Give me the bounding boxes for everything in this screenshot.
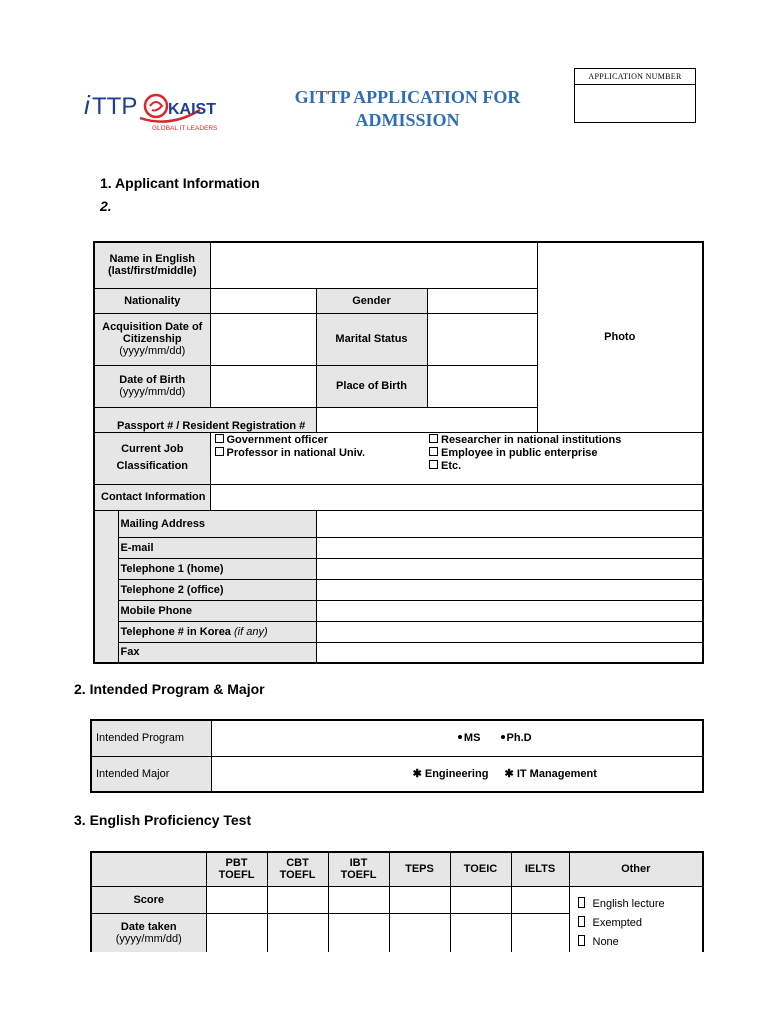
test-header-cbt: CBT TOEFL <box>267 852 328 886</box>
score-teps[interactable] <box>389 886 450 913</box>
form-title <box>250 86 565 132</box>
fax-field[interactable] <box>316 642 703 663</box>
mobile-phone-field[interactable] <box>316 600 703 621</box>
job-option-government[interactable]: Government officer <box>215 434 424 447</box>
telephone-home-field[interactable] <box>316 558 703 579</box>
photo-box[interactable]: Photo <box>537 242 703 432</box>
telephone-korea-label: Telephone # in Korea (if any) <box>118 621 316 642</box>
job-options-left <box>210 432 427 484</box>
dob-field[interactable] <box>210 365 316 407</box>
checkbox-icon <box>429 434 438 443</box>
major-option-engineering[interactable]: ✱ Engineering <box>412 768 489 781</box>
application-number-box <box>574 68 696 123</box>
test-header-ibt: IBT TOEFL <box>328 852 389 886</box>
mailing-address-label: Mailing Address <box>118 510 316 537</box>
telephone-korea-field[interactable] <box>316 621 703 642</box>
job-option-professor[interactable]: Professor in national Univ. <box>215 447 424 460</box>
checkbox-icon <box>215 434 224 443</box>
email-label: E-mail <box>118 537 316 558</box>
contact-indent <box>94 510 118 663</box>
title-line-2: ADMISSION <box>355 110 460 130</box>
contact-info-field <box>210 484 703 510</box>
test-header-ielts: IELTS <box>511 852 569 886</box>
bullet-icon <box>501 735 505 739</box>
nationality-field[interactable] <box>210 288 316 313</box>
intended-program-label: Intended Program <box>91 720 211 756</box>
score-label: Score <box>91 886 206 913</box>
score-pbt[interactable] <box>206 886 267 913</box>
fax-label: Fax <box>118 642 316 663</box>
applicant-info-table <box>93 241 704 664</box>
marital-status-label: Marital Status <box>316 313 427 365</box>
place-of-birth-field[interactable] <box>427 365 537 407</box>
telephone-office-field[interactable] <box>316 579 703 600</box>
checkbox-icon <box>578 916 585 927</box>
bullet-icon <box>458 735 462 739</box>
job-option-etc[interactable]: Etc. <box>429 460 698 473</box>
passport-label: Passport # / Resident Registration # <box>94 407 316 432</box>
section1-heading: 1. Applicant Information <box>100 175 260 191</box>
job-option-researcher[interactable]: Researcher in national institutions <box>429 434 698 447</box>
score-ibt[interactable] <box>328 886 389 913</box>
svg-text:TTP: TTP <box>92 93 138 120</box>
major-option-it-management[interactable]: ✱ IT Management <box>504 768 597 781</box>
marital-status-field[interactable] <box>427 313 537 365</box>
english-test-table <box>90 851 704 952</box>
citizenship-date-field[interactable] <box>210 313 316 365</box>
intended-program-table <box>90 719 704 793</box>
asterisk-icon: ✱ <box>504 768 514 781</box>
title-line-1: GITTP APPLICATION FOR <box>294 87 521 107</box>
svg-text:KAIST: KAIST <box>168 101 216 118</box>
program-option-ms[interactable]: MS <box>458 732 481 744</box>
name-field[interactable] <box>210 242 537 288</box>
gender-label: Gender <box>316 288 427 313</box>
contact-info-label: Contact Information <box>94 484 210 510</box>
place-of-birth-label: Place of Birth <box>316 365 427 407</box>
mobile-phone-label: Mobile Phone <box>118 600 316 621</box>
date-ielts[interactable] <box>511 913 569 951</box>
checkbox-icon <box>429 460 438 469</box>
job-options-right <box>427 432 703 484</box>
test-header-blank <box>91 852 206 886</box>
passport-field[interactable] <box>316 407 537 432</box>
other-option-exempted[interactable]: Exempted <box>578 914 699 933</box>
other-option-english-lecture[interactable]: English lecture <box>578 895 699 914</box>
program-option-phd[interactable]: Ph.D <box>501 732 532 744</box>
date-toeic[interactable] <box>450 913 511 951</box>
score-cbt[interactable] <box>267 886 328 913</box>
section3-heading: 3. English Proficiency Test <box>74 812 252 828</box>
test-header-toeic: TOEIC <box>450 852 511 886</box>
other-options <box>569 886 703 952</box>
date-teps[interactable] <box>389 913 450 951</box>
other-option-none[interactable]: None <box>578 933 699 952</box>
checkbox-icon <box>429 447 438 456</box>
date-pbt[interactable] <box>206 913 267 951</box>
date-cbt[interactable] <box>267 913 328 951</box>
section2-heading: 2. Intended Program & Major <box>74 681 265 697</box>
job-classification-label: Current Job Classification <box>94 432 210 484</box>
asterisk-icon: ✱ <box>412 768 422 781</box>
gender-field[interactable] <box>427 288 537 313</box>
date-ibt[interactable] <box>328 913 389 951</box>
test-header-other: Other <box>569 852 703 886</box>
checkbox-icon <box>578 897 585 908</box>
itpp-kaist-logo <box>80 80 240 136</box>
mailing-address-field[interactable] <box>316 510 703 537</box>
application-number-label: APPLICATION NUMBER <box>575 69 695 85</box>
section1-subheading: 2. <box>100 198 112 214</box>
intended-major-options <box>211 756 703 792</box>
telephone-home-label: Telephone 1 (home) <box>118 558 316 579</box>
checkbox-icon <box>215 447 224 456</box>
test-header-teps: TEPS <box>389 852 450 886</box>
job-option-employee[interactable]: Employee in public enterprise <box>429 447 698 460</box>
telephone-office-label: Telephone 2 (office) <box>118 579 316 600</box>
test-header-pbt: PBT TOEFL <box>206 852 267 886</box>
email-field[interactable] <box>316 537 703 558</box>
dob-label: Date of Birth (yyyy/mm/dd) <box>94 365 210 407</box>
score-toeic[interactable] <box>450 886 511 913</box>
intended-program-options <box>211 720 703 756</box>
citizenship-date-label: Acquisition Date of Citizenship (yyyy/mm/dd) <box>94 313 210 365</box>
nationality-label: Nationality <box>94 288 210 313</box>
date-taken-label: Date taken (yyyy/mm/dd) <box>91 913 206 951</box>
svg-text:GLOBAL IT LEADERS: GLOBAL IT LEADERS <box>152 125 218 132</box>
checkbox-icon <box>578 935 585 946</box>
score-ielts[interactable] <box>511 886 569 913</box>
name-label: Name in English (last/first/middle) <box>94 242 210 288</box>
intended-major-label: Intended Major <box>91 756 211 792</box>
svg-text:i: i <box>84 90 90 120</box>
